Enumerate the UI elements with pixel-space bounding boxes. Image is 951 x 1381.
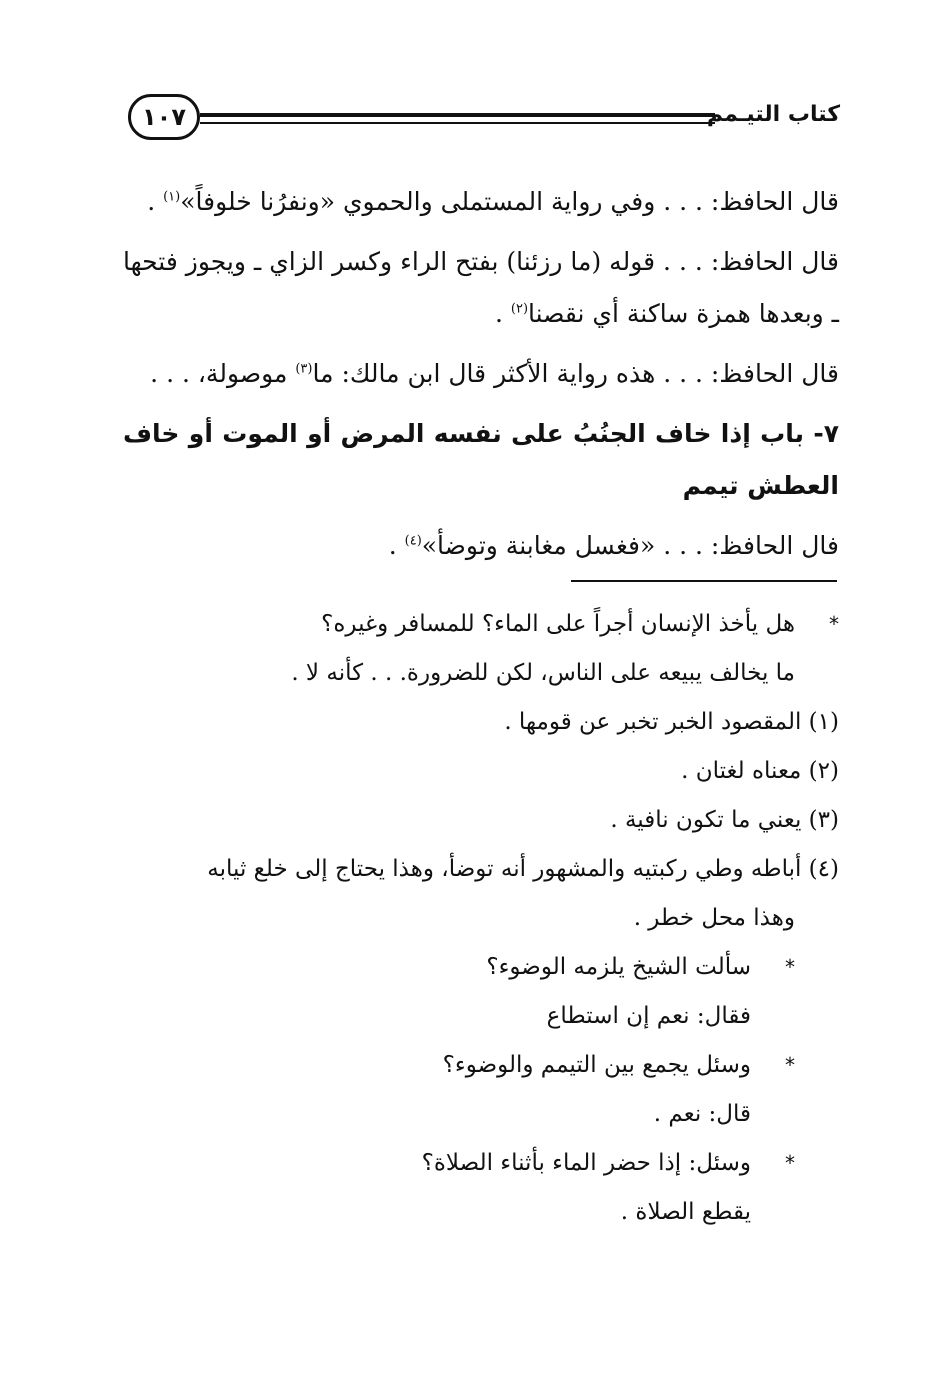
paragraph-4-end: .	[388, 531, 405, 560]
footnote-4: (٤) أباطه وطي ركبتيه والمشهور أنه توضأ، وهذا يحتاج إلى خلع ثيابه	[207, 856, 839, 882]
note-question-3-text: وسئل يجمع بين التيمم والوضوء؟	[442, 1052, 751, 1078]
running-title: كتاب التيـمم	[706, 102, 840, 127]
asterisk-icon: *	[785, 1053, 795, 1077]
note-answer-1: ما يخالف يبيعه على الناس، لكن للضرورة. . . كأنه لا .	[291, 660, 795, 686]
footnote-ref-2: (٢)	[510, 301, 529, 317]
footnote-3: (٣) يعني ما تكون نافية .	[610, 807, 839, 833]
page-header	[128, 94, 840, 144]
footnote-ref-3: (٣)	[295, 361, 313, 377]
note-question-4	[123, 1140, 839, 1187]
note-question-3	[123, 1042, 839, 1089]
note-answer-2: فقال: نعم إن استطاع	[546, 1003, 751, 1029]
note-answer-4: يقطع الصلاة .	[620, 1199, 751, 1225]
paragraph-4-text: فال الحافظ: . . . «فغسل مغابنة وتوضأ»	[421, 531, 839, 560]
chapter-heading: ٧- باب إذا خاف الجنُبُ على نفسه المرض أو الموت أو خاف العطش تيمم	[123, 419, 839, 500]
footnote-divider	[571, 580, 837, 582]
paragraph-3-post: موصولة، . . .	[150, 359, 296, 388]
paragraph-1-end: .	[147, 187, 164, 216]
note-question-1-text: هل يأخذ الإنسان أجراً على الماء؟ للمسافر وغيره؟	[321, 611, 795, 637]
note-question-1	[123, 601, 839, 648]
footnote-ref-1: (١)	[163, 189, 181, 205]
paragraph-1	[123, 176, 839, 228]
note-question-2	[123, 944, 839, 991]
page-number: ١٠٧	[128, 94, 200, 140]
footnote-1: (١) المقصود الخبر تخبر عن قومها .	[504, 709, 839, 735]
asterisk-icon: *	[829, 612, 839, 636]
paragraph-1-text: قال الحافظ: . . . وفي رواية المستملى والحموي «ونفرُنا خلوفاً»	[180, 187, 839, 216]
paragraph-3-pre: قال الحافظ: . . . هذه رواية الأكثر قال ابن مالك: ما	[312, 359, 839, 388]
paragraph-4	[123, 520, 839, 572]
footnote-ref-4: (٤)	[404, 533, 422, 549]
paragraph-2-text: قال الحافظ: . . . قوله (ما رزئنا) بفتح الراء وكسر الزاي ـ ويجوز فتحها ـ وبعدها همزة ساكنة أي نقصنا	[123, 247, 839, 328]
footnotes-section	[123, 601, 839, 1238]
footnote-4-continued: وهذا محل خطر .	[633, 905, 795, 931]
paragraph-3	[123, 348, 839, 400]
asterisk-icon: *	[785, 955, 795, 979]
note-question-4-text: وسئل: إذا حضر الماء بأثناء الصلاة؟	[421, 1150, 751, 1176]
paragraph-2-end: .	[494, 299, 511, 328]
note-question-2-text: سألت الشيخ يلزمه الوضوء؟	[486, 954, 751, 980]
main-text	[123, 176, 839, 580]
asterisk-icon: *	[785, 1151, 795, 1175]
paragraph-2	[123, 236, 839, 340]
footnote-2: (٢) معناه لغتان .	[681, 758, 839, 784]
header-rule	[200, 113, 715, 124]
note-answer-3: قال: نعم .	[653, 1101, 751, 1127]
